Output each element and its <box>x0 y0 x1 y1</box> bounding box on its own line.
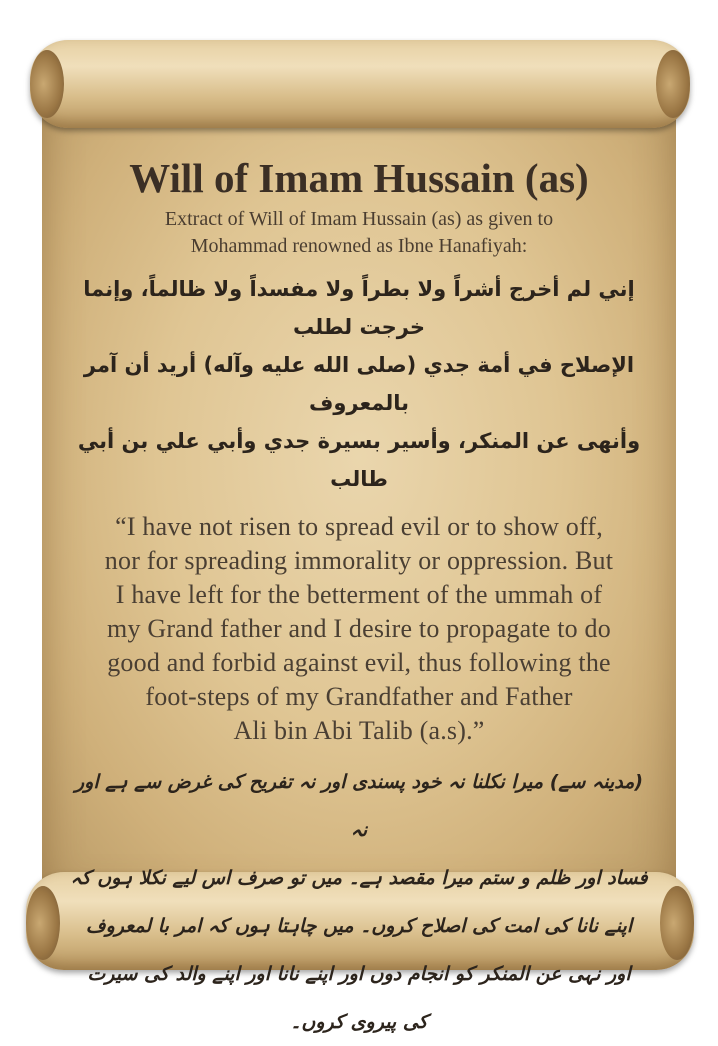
urdu-line: فساد اور ظلم و ستم میرا مقصد ہے۔ میں تو صرف اس لیے نکلا ہوں کہ <box>70 867 648 889</box>
scroll-top-roll <box>30 40 690 128</box>
english-line: my Grand father and I desire to propagate to do <box>107 614 611 643</box>
english-line: Ali bin Abi Talib (a.s).” <box>233 716 485 745</box>
arabic-line: إني لم أخرج أشراً ولا بطراً ولا مفسداً ولا ظالماً، وإنما خرجت لطلب <box>83 277 635 339</box>
english-line: “I have not risen to spread evil or to show off, <box>115 512 603 541</box>
subtitle <box>46 206 672 260</box>
page-title: Will of Imam Hussain (as) <box>129 155 589 201</box>
urdu-line: کی پیروی کروں۔ <box>290 1011 428 1033</box>
english-line: I have left for the betterment of the ummah of <box>115 580 603 609</box>
urdu-line: اور نہی عن المنکر کو انجام دوں اور اپنے نانا اور اپنے والد کی سیرت <box>87 963 631 985</box>
english-quote <box>46 510 672 748</box>
scroll-content <box>46 152 672 1046</box>
subtitle-line: Mohammad renowned as Ibne Hanafiyah: <box>190 235 528 257</box>
urdu-translation <box>64 758 654 1046</box>
subtitle-line: Extract of Will of Imam Hussain (as) as given to <box>164 208 554 230</box>
scroll-top-left-curl <box>30 50 64 118</box>
arabic-line: الإصلاح في أمة جدي (صلى الله عليه وآله) أريد أن آمر بالمعروف <box>83 353 635 415</box>
scroll-top-right-curl <box>656 50 690 118</box>
english-line: foot-steps of my Grandfather and Father <box>145 682 573 711</box>
english-line: nor for spreading immorality or oppression. But <box>104 546 614 575</box>
arabic-quote <box>54 270 664 498</box>
arabic-line: وأنهى عن المنكر، وأسير بسيرة جدي وأبي علي بن أبي طالب <box>77 429 641 491</box>
urdu-line: (مدینہ سے) میرا نکلنا نہ خود پسندی اور نہ تفریح کی غرض سے ہے اور نہ <box>74 771 644 841</box>
urdu-line: اپنے نانا کی امت کی اصلاح کروں۔ میں چاہتا ہوں کہ امر با لمعروف <box>85 915 633 937</box>
english-line: good and forbid against evil, thus following the <box>107 648 611 677</box>
